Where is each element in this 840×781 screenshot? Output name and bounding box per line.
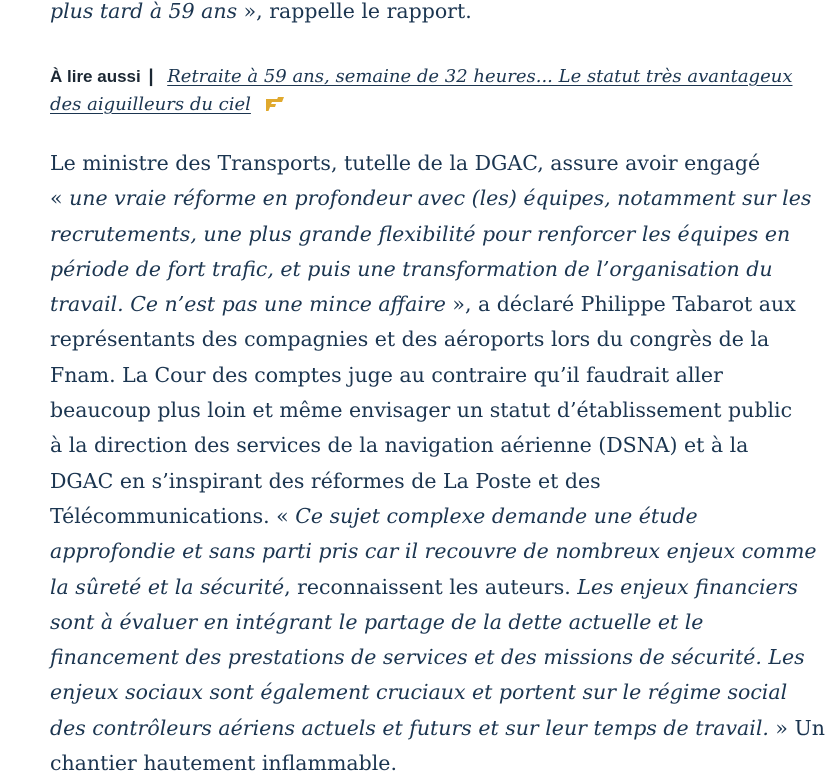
body-line — [50, 640, 825, 675]
body-line — [50, 181, 825, 216]
italic-quote-text: recrutements, une plus grande flexibilité pour renforcer les équipes en — [50, 221, 791, 246]
italic-quote-text: la sûreté et la sécurité — [50, 574, 285, 599]
premium-icon — [265, 93, 285, 109]
previous-paragraph-tail: », rappelle le rapport. — [237, 0, 472, 23]
body-line — [50, 146, 825, 181]
body-text: Fnam. La Cour des comptes juge au contraire qu’il faudrait aller — [50, 362, 723, 387]
italic-quote-text: approfondie et sans parti pris car il recouvre de nombreux enjeux comme — [50, 539, 817, 564]
body-line — [50, 393, 825, 428]
italic-quote-text: enjeux sociaux sont également cruciaux et portent sur le régime social — [50, 680, 788, 705]
body-line — [50, 675, 825, 710]
body-text: beaucoup plus loin et même envisager un statut d’établissement public — [50, 398, 793, 423]
body-text: Le ministre des Transports, tutelle de la DGAC, assure avoir engagé — [50, 151, 761, 175]
italic-quote-text: une vraie réforme en profondeur avec (les) équipes, notamment sur les — [69, 186, 812, 211]
read-also-link-line2: des aiguilleurs du ciel — [50, 94, 251, 115]
italic-quote-text: période de fort trafic, et puis une transformation de l’organisation du — [50, 256, 773, 281]
body-line — [50, 287, 825, 322]
read-also-label: À lire aussi — [50, 67, 141, 86]
body-line — [50, 534, 825, 569]
body-text: « — [50, 186, 70, 211]
body-line — [50, 322, 825, 357]
body-line — [50, 499, 825, 534]
body-text: », a déclaré Philippe Tabarot aux — [445, 292, 796, 317]
body-text: Télécommunications. « — [50, 503, 296, 528]
read-also-separator: | — [148, 66, 154, 86]
body-text: représentants des compagnies et des aéroports lors du congrès de la — [50, 327, 770, 352]
body-text: chantier hautement inflammable. — [50, 751, 397, 776]
read-also-link-line1: Retraite à 59 ans, semaine de 32 heures... Le statut très avantageux — [167, 66, 793, 87]
body-line — [50, 252, 825, 287]
previous-paragraph-end — [50, 0, 472, 29]
italic-quote-text: financement des prestations de services et des missions de sécurité. Les — [50, 645, 805, 670]
body-line — [50, 428, 825, 463]
body-line — [50, 464, 825, 499]
italic-quote-text: travail. Ce n’est pas une mince affaire — [50, 292, 446, 317]
italic-quote-text: des contrôleurs aériens actuels et futurs et sur leur temps de travail. — [50, 715, 769, 740]
body-line — [50, 570, 825, 605]
body-line — [50, 711, 825, 746]
body-text: à la direction des services de la navigation aérienne (DSNA) et à la — [50, 433, 749, 458]
italic-quote-text: sont à évaluer en intégrant le partage de la dette actuelle et le — [50, 609, 704, 634]
body-paragraph — [50, 146, 825, 781]
body-line — [50, 217, 825, 252]
read-also-link[interactable] — [50, 66, 792, 115]
read-also-box — [50, 62, 810, 119]
body-line — [50, 605, 825, 640]
body-text: DGAC en s’inspirant des réformes de La Poste et des — [50, 468, 601, 493]
body-text: , reconnaissent les auteurs. — [284, 574, 578, 599]
body-line — [50, 358, 825, 393]
body-text: » Un — [768, 715, 825, 740]
body-line — [50, 746, 825, 781]
italic-quote-text: Ce sujet complexe demande une étude — [295, 503, 698, 528]
italic-quote-text: Les enjeux financiers — [577, 574, 798, 599]
quote-italic: plus tard à 59 ans — [50, 0, 238, 23]
